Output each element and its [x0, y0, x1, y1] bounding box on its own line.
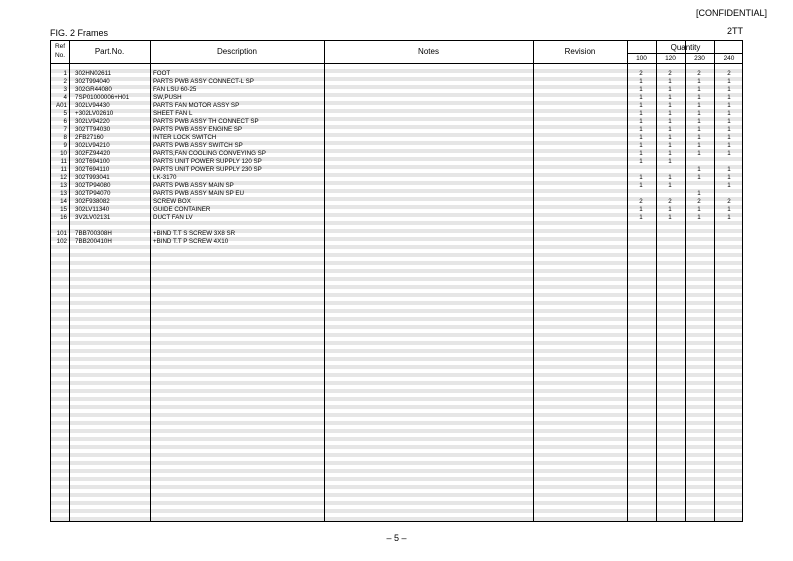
revision-header: Revision [564, 47, 596, 56]
row-stripe [51, 349, 742, 353]
quantity-240-cell: 1 [727, 166, 731, 173]
page-number: – 5 – [386, 533, 407, 543]
quantity-100-cell: 1 [639, 126, 643, 133]
qty-100-header: 100 [636, 55, 647, 62]
quantity-120-cell: 1 [668, 174, 672, 181]
quantity-240-cell: 2 [727, 70, 731, 77]
quantity-230-cell: 1 [697, 150, 701, 157]
ref-number-cell: 101 [56, 230, 67, 237]
notes-header: Notes [418, 47, 439, 56]
row-stripe [51, 477, 742, 481]
row-stripe [51, 341, 742, 345]
part-number-cell: 302TP94080 [75, 182, 111, 189]
ref-no-header: Ref No. [54, 43, 66, 59]
part-number-cell: 302TP94070 [75, 190, 111, 197]
quantity-100-cell: 1 [639, 182, 643, 189]
ref-number-cell: 6 [63, 118, 67, 125]
quantity-240-cell: 1 [727, 206, 731, 213]
ref-number-cell: 3 [63, 86, 67, 93]
quantity-100-cell: 1 [639, 206, 643, 213]
part-number-cell: 302GR44080 [75, 86, 112, 93]
row-stripe [51, 317, 742, 321]
ref-number-cell: 16 [60, 214, 67, 221]
part-number-cell: 302TT94030 [75, 126, 111, 133]
quantity-230-cell: 1 [697, 214, 701, 221]
ref-number-cell: 1 [63, 70, 67, 77]
quantity-240-cell: 1 [727, 78, 731, 85]
quantity-240-cell: 2 [727, 198, 731, 205]
description-cell: GUIDE CONTAINER [153, 206, 211, 213]
header-bottom-rule [51, 63, 742, 64]
ref-number-cell: 10 [60, 150, 67, 157]
part-number-cell: +302LV02610 [75, 110, 114, 117]
ref-number-cell: 102 [56, 238, 67, 245]
row-stripe [51, 333, 742, 337]
quantity-230-cell: 1 [697, 126, 701, 133]
ref-number-cell: 12 [60, 174, 67, 181]
quantity-100-cell: 1 [639, 102, 643, 109]
quantity-230-cell: 1 [697, 78, 701, 85]
quantity-240-cell: 1 [727, 126, 731, 133]
model-code: 2TT [726, 26, 743, 36]
quantity-240-cell: 1 [727, 118, 731, 125]
quantity-120-cell: 1 [668, 214, 672, 221]
row-stripe [51, 373, 742, 377]
row-stripe [51, 325, 742, 329]
quantity-240-cell: 1 [727, 86, 731, 93]
quantity-230-cell: 1 [697, 118, 701, 125]
row-stripe [51, 493, 742, 497]
quantity-100-cell: 1 [639, 94, 643, 101]
quantity-120-cell: 1 [668, 182, 672, 189]
quantity-120-cell: 2 [668, 198, 672, 205]
description-cell: PARTS,FAN COOLING CONVEYING SP [153, 150, 266, 157]
ref-column-divider [69, 41, 70, 521]
part-number-cell: 302HN02611 [75, 70, 112, 77]
description-cell: PARTS PWB ASSY CONNECT-L SP [153, 78, 254, 85]
ref-number-cell: 9 [63, 142, 67, 149]
part-number-cell: 302LV11340 [75, 206, 110, 213]
qty230-column-divider [714, 41, 715, 521]
partno-column-divider [150, 41, 151, 521]
part-number-cell: 302T994040 [75, 78, 110, 85]
part-number-cell: 302LV94220 [75, 118, 110, 125]
quantity-120-cell: 1 [668, 158, 672, 165]
description-cell: PARTS UNIT POWER SUPPLY 120 SP [153, 158, 262, 165]
quantity-230-cell: 2 [697, 198, 701, 205]
quantity-100-cell: 1 [639, 174, 643, 181]
row-stripe [51, 381, 742, 385]
ref-number-cell: 7 [63, 126, 67, 133]
quantity-100-cell: 1 [639, 214, 643, 221]
quantity-120-cell: 1 [668, 118, 672, 125]
description-cell: INTER LOCK SWITCH [153, 134, 217, 141]
confidential-label: [CONFIDENTIAL] [695, 8, 767, 18]
row-stripe [51, 309, 742, 313]
quantity-100-cell: 1 [639, 142, 643, 149]
quantity-240-cell: 1 [727, 174, 731, 181]
row-stripe [51, 501, 742, 505]
quantity-230-cell: 1 [697, 102, 701, 109]
description-cell: FOOT [153, 70, 171, 77]
quantity-120-cell: 1 [668, 78, 672, 85]
quantity-230-cell: 1 [697, 110, 701, 117]
row-stripe [51, 437, 742, 441]
parts-table [50, 40, 743, 522]
row-stripe [51, 293, 742, 297]
quantity-240-cell: 1 [727, 182, 731, 189]
description-header: Description [216, 47, 257, 56]
quantity-240-cell: 1 [727, 150, 731, 157]
quantity-100-cell: 2 [639, 70, 643, 77]
quantity-120-cell: 1 [668, 126, 672, 133]
quantity-100-cell: 1 [639, 86, 643, 93]
qty120-column-divider [685, 41, 686, 521]
quantity-230-cell: 1 [697, 94, 701, 101]
quantity-230-cell: 1 [697, 86, 701, 93]
row-stripe [51, 397, 742, 401]
quantity-120-cell: 2 [668, 70, 672, 77]
row-stripe [51, 365, 742, 369]
part-number-cell: 302LV94430 [75, 102, 110, 109]
row-stripe [51, 461, 742, 465]
ref-number-cell: 13 [60, 182, 67, 189]
quantity-230-cell: 1 [697, 206, 701, 213]
part-number-cell: 302T993041 [75, 174, 110, 181]
qty-120-header: 120 [665, 55, 676, 62]
ref-number-cell: 4 [63, 94, 67, 101]
quantity-120-cell: 1 [668, 94, 672, 101]
row-stripe [51, 389, 742, 393]
description-cell: PARTS FAN MOTOR ASSY SP [153, 102, 240, 109]
row-stripe [51, 357, 742, 361]
description-cell: DUCT FAN LV [153, 214, 193, 221]
description-cell: SCREW BOX [153, 198, 191, 205]
quantity-100-cell: 1 [639, 78, 643, 85]
row-stripe [51, 405, 742, 409]
ref-number-cell: 5 [63, 110, 67, 117]
qty100-column-divider [656, 41, 657, 521]
quantity-100-cell: 1 [639, 150, 643, 157]
ref-number-cell: 8 [63, 134, 67, 141]
part-number-cell: 302T694110 [75, 166, 110, 173]
row-stripe [51, 429, 742, 433]
quantity-240-cell: 1 [727, 94, 731, 101]
row-stripe [51, 261, 742, 265]
ref-number-cell: A01 [55, 102, 67, 109]
quantity-100-cell: 1 [639, 134, 643, 141]
quantity-240-cell: 1 [727, 102, 731, 109]
quantity-230-cell: 1 [697, 174, 701, 181]
ref-number-cell: 13 [60, 190, 67, 197]
description-cell: PARTS PWB ASSY MAIN SP [153, 182, 234, 189]
figure-title: FIG. 2 Frames [50, 28, 109, 38]
revision-column-divider [627, 41, 628, 521]
description-cell: FAN LSU 60-25 [153, 86, 197, 93]
quantity-120-cell: 1 [668, 150, 672, 157]
row-stripe [51, 445, 742, 449]
qty-230-header: 230 [694, 55, 705, 62]
row-stripe [51, 301, 742, 305]
description-column-divider [324, 41, 325, 521]
part-number-cell: 302T694100 [75, 158, 110, 165]
row-stripe [51, 253, 742, 257]
row-stripe [51, 517, 742, 521]
part-number-cell: 7BB700308H [75, 230, 112, 237]
description-cell: +BIND T.T S SCREW 3X8 SR [153, 230, 236, 237]
ref-number-cell: 11 [60, 158, 67, 165]
quantity-230-cell: 1 [697, 142, 701, 149]
ref-number-cell: 11 [60, 166, 67, 173]
description-cell: PARTS UNIT POWER SUPPLY 230 SP [153, 166, 262, 173]
quantity-120-cell: 1 [668, 134, 672, 141]
quantity-120-cell: 1 [668, 142, 672, 149]
row-stripe [51, 453, 742, 457]
quantity-240-cell: 1 [727, 214, 731, 221]
quantity-240-cell: 1 [727, 134, 731, 141]
part-number-cell: 302LV94210 [75, 142, 110, 149]
description-cell: PARTS PWB ASSY SWITCH SP [153, 142, 243, 149]
row-stripe [51, 485, 742, 489]
quantity-240-cell: 1 [727, 142, 731, 149]
quantity-100-cell: 1 [639, 158, 643, 165]
description-cell: PARTS PWB ASSY TH CONNECT SP [153, 118, 259, 125]
description-cell: PARTS PWB ASSY ENGINE SP [153, 126, 243, 133]
row-stripe [51, 421, 742, 425]
part-number-cell: 2FB27160 [75, 134, 104, 141]
quantity-230-cell: 1 [697, 190, 701, 197]
row-stripe [51, 269, 742, 273]
notes-column-divider [533, 41, 534, 521]
quantity-120-cell: 1 [668, 110, 672, 117]
quantity-120-cell: 1 [668, 86, 672, 93]
description-cell: +BIND T.T P SCREW 4X10 [153, 238, 229, 245]
part-number-cell: 7SP01000006+H01 [75, 94, 130, 101]
quantity-230-cell: 1 [697, 134, 701, 141]
row-stripe [51, 469, 742, 473]
quantity-230-cell: 1 [697, 166, 701, 173]
quantity-100-cell: 1 [639, 110, 643, 117]
quantity-120-cell: 1 [668, 102, 672, 109]
quantity-240-cell: 1 [727, 110, 731, 117]
row-stripe [51, 509, 742, 513]
quantity-120-cell: 1 [668, 206, 672, 213]
part-number-cell: 3V2LV02131 [75, 214, 111, 221]
description-cell: SHEET FAN L [153, 110, 193, 117]
description-cell: PARTS PWB ASSY MAIN SP EU [153, 190, 245, 197]
quantity-230-cell: 2 [697, 70, 701, 77]
description-cell: SW,PUSH [153, 94, 182, 101]
ref-number-cell: 15 [60, 206, 67, 213]
part-no-header: Part.No. [94, 47, 125, 56]
row-stripe [51, 285, 742, 289]
description-cell: LK-3170 [153, 174, 177, 181]
qty-240-header: 240 [723, 55, 735, 62]
quantity-header: Quantity [670, 43, 701, 52]
part-number-cell: 302FZ94420 [75, 150, 111, 157]
ref-number-cell: 2 [63, 78, 67, 85]
part-number-cell: 302F938082 [75, 198, 110, 205]
ref-number-cell: 14 [60, 198, 67, 205]
row-stripe [51, 277, 742, 281]
part-number-cell: 7BB200410H [75, 238, 112, 245]
quantity-100-cell: 1 [639, 118, 643, 125]
quantity-100-cell: 2 [639, 198, 643, 205]
row-stripe [51, 413, 742, 417]
